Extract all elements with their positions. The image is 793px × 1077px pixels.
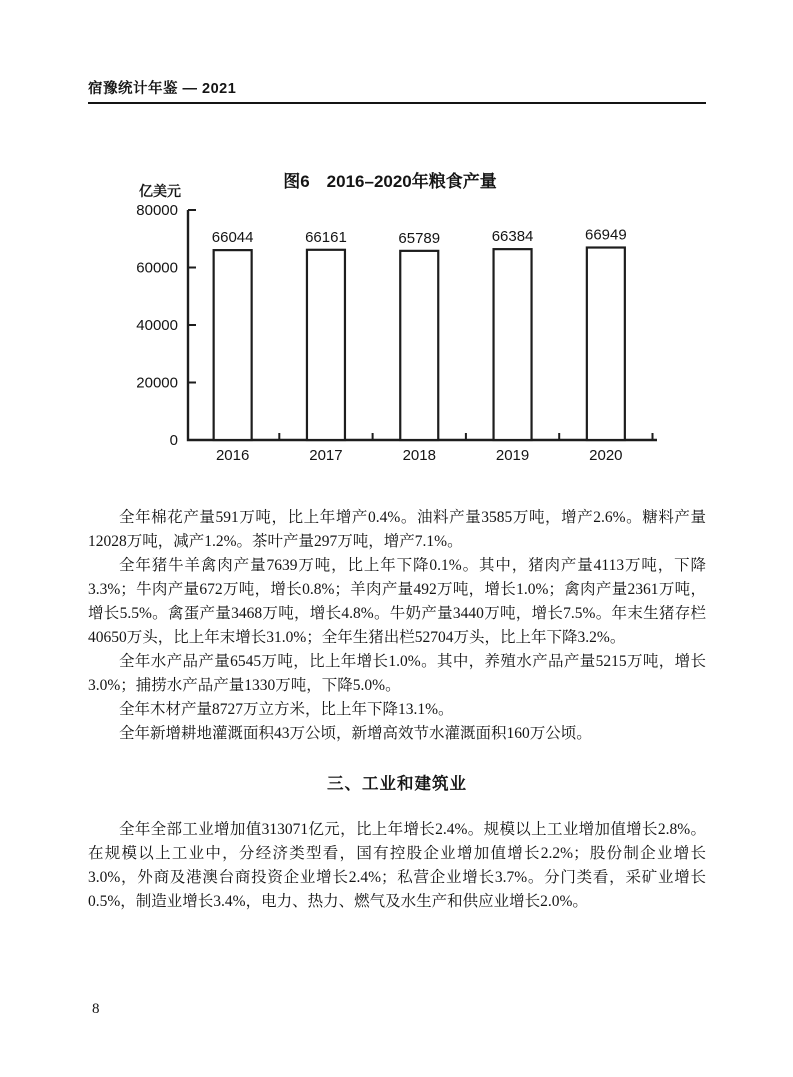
y-axis-tick-label: 0 bbox=[169, 432, 178, 449]
x-axis-category-label: 2018 bbox=[402, 447, 436, 464]
page-number: 8 bbox=[92, 1001, 100, 1017]
paragraph-aquatic-products: 全年水产品产量6545万吨，比上年增长1.0%。其中，养殖水产品产量5215万吨，增长3.0%；捕捞水产品产量1330万吨，下降5.0%。 bbox=[88, 653, 706, 694]
bar-2018 bbox=[400, 251, 438, 440]
bar-value-label: 66949 bbox=[584, 226, 627, 244]
bar-value-label: 66044 bbox=[211, 229, 254, 247]
x-axis-category-label: 2019 bbox=[495, 447, 530, 464]
header-title: 宿豫统计年鉴 — 2021 bbox=[88, 81, 237, 97]
y-axis-tick-label: 80000 bbox=[136, 202, 178, 219]
bar-2016 bbox=[214, 250, 252, 440]
bar-2017 bbox=[307, 250, 345, 440]
bar-value-label: 65789 bbox=[398, 229, 441, 247]
body-text bbox=[88, 506, 706, 914]
y-axis-tick-label: 20000 bbox=[136, 374, 178, 392]
x-axis-category-label: 2020 bbox=[589, 447, 623, 464]
grain-output-chart bbox=[100, 166, 680, 472]
grain-chart-svg bbox=[100, 166, 680, 468]
bar-value-label: 66161 bbox=[305, 228, 347, 246]
section-heading-industry-construction: 三、工业和建筑业 bbox=[327, 775, 467, 793]
paragraph-timber: 全年木材产量8727万立方米，比上年下降13.1%。 bbox=[119, 701, 454, 718]
paragraph-irrigation: 全年新增耕地灌溉面积43万公顷，新增高效节水灌溉面积160万公顷。 bbox=[119, 725, 592, 742]
chart-title: 图6 2016–2020年粮食产量 bbox=[283, 172, 497, 191]
paragraph-industry-value-added: 全年全部工业增加值313071亿元，比上年增长2.4%。规模以上工业增加值增长2.8%。在规模以上工业中，分经济类型看，国有控股企业增加值增长2.2%；股份制企业增长3.0%，外商及港澳台商投资企业增长2.4%；私营企业增长3.7%。分门类看，采矿业增长0.5%，制造业增长3.4%，电力、热力、燃气及水生产和供应业增长2.0%。 bbox=[88, 821, 706, 910]
x-axis-category-label: 2017 bbox=[309, 447, 343, 464]
paragraph-meat-livestock: 全年猪牛羊禽肉产量7639万吨，比上年下降0.1%。其中，猪肉产量4113万吨，下降3.3%；牛肉产量672万吨，增长0.8%；羊肉产量492万吨，增长1.0%；禽肉产量2361万吨，增长5.5%。禽蛋产量3468万吨，增长4.8%。牛奶产量3440万吨，增长7.5%。年末生猪存栏40650万头，比上年末增长31.0%；全年生猪出栏52704万头，比上年下降3.2%。 bbox=[88, 557, 706, 646]
paragraph-cotton-oil-sugar-tea: 全年棉花产量591万吨，比上年增产0.4%。油料产量3585万吨，增产2.6%。糖料产量12028万吨，减产1.2%。茶叶产量297万吨，增产7.1%。 bbox=[88, 509, 706, 550]
bar-2020 bbox=[587, 248, 625, 440]
bar-value-label: 66384 bbox=[491, 228, 534, 246]
y-axis-tick-label: 40000 bbox=[136, 317, 178, 334]
bar-2019 bbox=[494, 249, 532, 440]
y-axis-tick-label: 60000 bbox=[136, 259, 178, 277]
page-header bbox=[88, 77, 706, 104]
x-axis-category-label: 2016 bbox=[215, 447, 250, 464]
y-axis-unit-label: 亿美元 bbox=[139, 183, 181, 199]
